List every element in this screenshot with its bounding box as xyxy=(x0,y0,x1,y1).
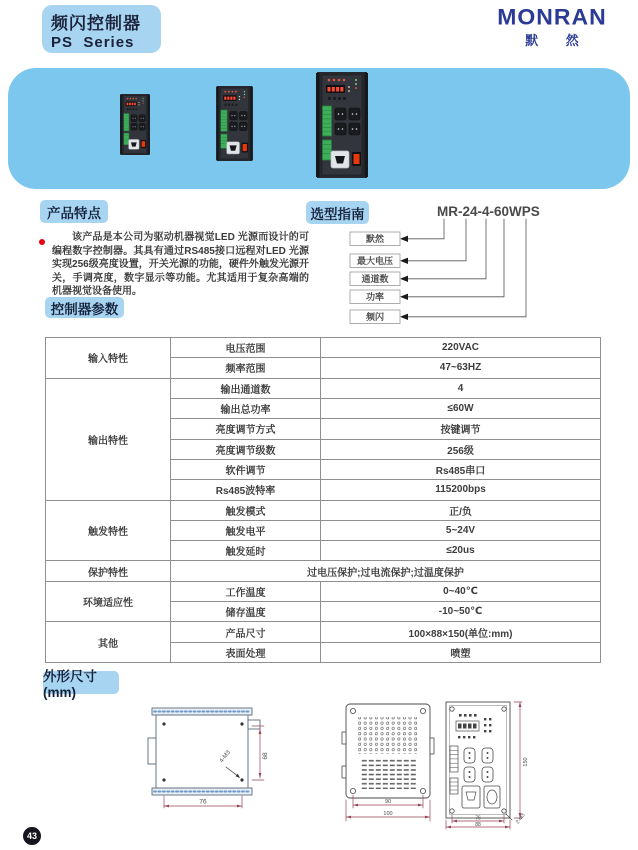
category-cell: 输入特性 xyxy=(46,338,171,379)
value-cell: 正/负 xyxy=(321,500,601,520)
param-cell: 触发模式 xyxy=(171,500,321,520)
section-title-selection: 选型指南 xyxy=(306,201,369,224)
param-cell: 频率范围 xyxy=(171,358,321,378)
param-cell: 亮度调节级数 xyxy=(171,439,321,459)
bullet-icon xyxy=(39,239,45,245)
table-row xyxy=(46,378,601,398)
parameters-table-wrap xyxy=(45,337,601,663)
value-cell: ≤60W xyxy=(321,398,601,418)
section-title-features: 产品特点 xyxy=(40,200,108,223)
param-cell: 表面处理 xyxy=(171,642,321,662)
value-cell: Rs485串口 xyxy=(321,459,601,479)
section-title-dimensions: 外形尺寸(mm) xyxy=(43,671,119,694)
param-cell: Rs485波特率 xyxy=(171,480,321,500)
page-number: 43 xyxy=(23,827,41,845)
model-part-voltage-label: 最大电压 xyxy=(356,256,394,266)
brand-logo-text: MONRAN xyxy=(497,4,607,30)
model-part-power-label: 功率 xyxy=(365,292,385,302)
model-number: MR-24-4-60WPS xyxy=(437,204,540,219)
page-title-cn: 频闪控制器 xyxy=(51,14,141,33)
dimension-drawing-front-view xyxy=(438,690,534,832)
table-row xyxy=(46,622,601,642)
product-photo-small xyxy=(120,94,150,155)
category-cell: 其他 xyxy=(46,622,171,663)
value-cell: 220VAC xyxy=(321,338,601,358)
dimension-drawing-side-view xyxy=(138,700,270,820)
dim-front-inner-width: 76 xyxy=(475,815,481,822)
param-cell: 软件调节 xyxy=(171,459,321,479)
table-row xyxy=(46,561,601,581)
value-cell: 115200bps xyxy=(321,480,601,500)
dim-side-width: 76 xyxy=(199,798,207,806)
dim-side-height: 68 xyxy=(262,752,269,760)
model-part-brand-label: 默然 xyxy=(365,234,385,244)
param-cell: 触发电平 xyxy=(171,520,321,540)
value-cell: 4 xyxy=(321,378,601,398)
dim-side-screw: 4-M3 xyxy=(218,749,232,765)
table-row xyxy=(46,500,601,520)
dim-back-inner-width: 90 xyxy=(384,799,392,805)
category-cell: 触发特性 xyxy=(46,500,171,561)
dim-back-outer-width: 100 xyxy=(383,811,393,817)
dim-front-height: 150 xyxy=(523,757,529,767)
value-cell: 100×88×150(单位:mm) xyxy=(321,622,601,642)
dim-front-screw: 2-M3 xyxy=(514,812,527,826)
product-photo-large xyxy=(316,72,368,178)
param-cell: 输出总功率 xyxy=(171,398,321,418)
category-cell: 保护特性 xyxy=(46,561,171,581)
category-cell: 环境适应性 xyxy=(46,581,171,622)
dim-front-outer-width: 88 xyxy=(475,821,481,828)
product-photo-medium xyxy=(216,86,253,161)
value-cell: 按键调节 xyxy=(321,419,601,439)
value-cell: 5~24V xyxy=(321,520,601,540)
param-cell: 亮度调节方式 xyxy=(171,419,321,439)
features-paragraph: 该产品是本公司为驱动机器视觉LED 光源而设计的可编程数字控制器。其具有通过RS485接口远程对LED 光源实现256级亮度设置，开关光源的功能，硬件外触发光源开关，手调亮度，数字显示等功能。尤其适用于复杂高端的机器视觉设备使用。 xyxy=(52,232,309,298)
value-cell: -10~50℃ xyxy=(321,602,601,622)
model-code-diagram xyxy=(338,198,636,330)
table-row xyxy=(46,581,601,601)
model-part-strobe-label: 频闪 xyxy=(365,312,385,322)
dimension-drawing-back-view xyxy=(340,694,440,828)
param-cell: 触发延时 xyxy=(171,541,321,561)
parameters-table xyxy=(45,337,601,663)
value-cell: 过电压保护;过电流保护;过温度保护 xyxy=(171,561,601,581)
param-cell: 输出通道数 xyxy=(171,378,321,398)
section-title-params: 控制器参数 xyxy=(45,297,124,318)
value-cell: 喷塑 xyxy=(321,642,601,662)
page-title xyxy=(42,5,161,53)
page-title-series: PS Series xyxy=(51,34,135,51)
value-cell: ≤20us xyxy=(321,541,601,561)
value-cell: 47~63HZ xyxy=(321,358,601,378)
value-cell: 256级 xyxy=(321,439,601,459)
brand-logo-chinese: 默 然 xyxy=(525,33,591,48)
table-row xyxy=(46,338,601,358)
product-banner xyxy=(8,68,630,189)
param-cell: 工作温度 xyxy=(171,581,321,601)
param-cell: 储存温度 xyxy=(171,602,321,622)
value-cell: 0~40℃ xyxy=(321,581,601,601)
category-cell: 输出特性 xyxy=(46,378,171,500)
brand-logo xyxy=(487,4,617,49)
model-part-channels-label: 通道数 xyxy=(361,274,389,284)
param-cell: 电压范围 xyxy=(171,338,321,358)
param-cell: 产品尺寸 xyxy=(171,622,321,642)
